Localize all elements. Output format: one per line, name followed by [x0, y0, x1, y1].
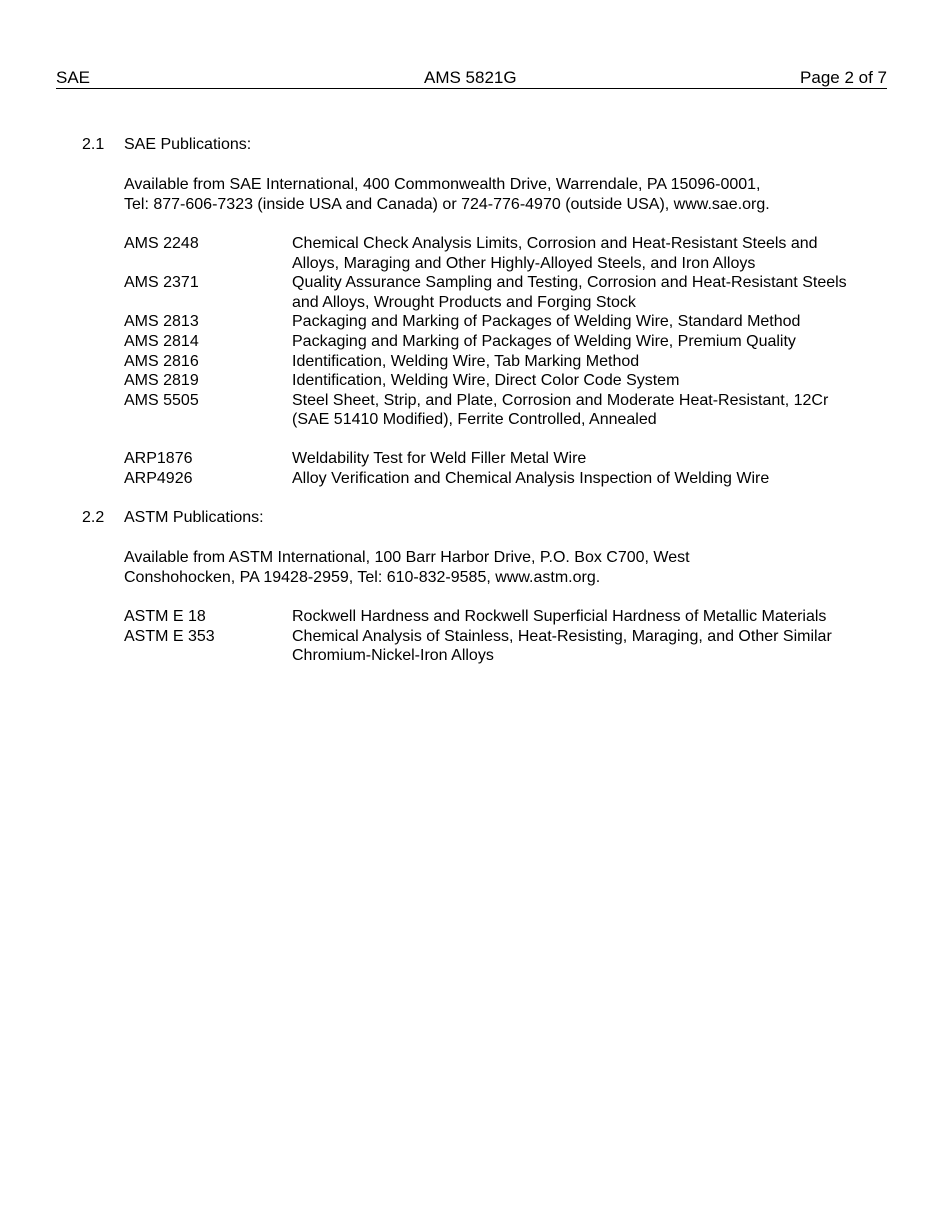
reference-title: Steel Sheet, Strip, and Plate, Corrosion and Moderate Heat-Resistant, 12Cr (SAE 51410 Modified), Ferrite Controlled, Annealed — [292, 391, 829, 429]
section-title: ASTM Publications: — [124, 509, 264, 526]
reference-row — [124, 371, 864, 391]
reference-code: ASTM E 18 — [124, 608, 206, 625]
reference-row — [124, 449, 864, 469]
reference-list — [124, 607, 864, 666]
reference-code: AMS 2371 — [124, 274, 199, 292]
reference-title: Rockwell Hardness and Rockwell Superficial Hardness of Metallic Materials — [292, 608, 827, 625]
reference-code: ARP4926 — [124, 469, 193, 487]
reference-title: Weldability Test for Weld Filler Metal Wire — [292, 450, 587, 467]
reference-row — [124, 273, 864, 312]
reference-code: AMS 5505 — [124, 391, 199, 409]
reference-row — [124, 469, 864, 489]
reference-title: Packaging and Marking of Packages of Welding Wire, Standard Method — [292, 313, 801, 331]
availability-paragraph: Available from ASTM International, 100 Barr Harbor Drive, P.O. Box C700, West Conshohocken, PA 19428-2959, Tel: 610-832-9585, www.astm.org. — [124, 549, 690, 586]
reference-title: Quality Assurance Sampling and Testing, Corrosion and Heat-Resistant Steels and Alloys, Wrought Products and Forging Stock — [292, 274, 847, 311]
reference-row — [124, 607, 864, 627]
reference-row — [124, 312, 864, 332]
reference-title: Identification, Welding Wire, Tab Marking Method — [292, 352, 640, 370]
reference-title: Identification, Welding Wire, Direct Color Code System — [292, 372, 680, 390]
reference-row — [124, 627, 864, 666]
reference-row — [124, 352, 864, 372]
reference-row — [124, 391, 864, 430]
section-title: SAE Publications: — [124, 136, 252, 153]
availability-paragraph: Available from SAE International, 400 Commonwealth Drive, Warrendale, PA 15096-0001, Tel: 877-606-7323 (inside USA and Canada) or 724-776-4970 (outside USA), www.sae.org. — [124, 176, 770, 213]
reference-code: AMS 2819 — [124, 372, 199, 390]
reference-title: Packaging and Marking of Packages of Welding Wire, Premium Quality — [292, 332, 796, 350]
reference-code: AMS 2813 — [124, 313, 199, 331]
reference-code: AMS 2816 — [124, 352, 199, 370]
page-header — [56, 68, 887, 89]
reference-code: ASTM E 353 — [124, 627, 215, 645]
reference-title: Chemical Check Analysis Limits, Corrosion and Heat-Resistant Steels and Alloys, Maraging and Other Highly-Alloyed Steels, and Iron Alloys — [292, 235, 818, 272]
header-organization: SAE — [56, 68, 91, 87]
reference-row — [124, 234, 864, 273]
reference-title: Alloy Verification and Chemical Analysis Inspection of Welding Wire — [292, 469, 770, 487]
reference-list — [124, 234, 864, 430]
reference-code: AMS 2248 — [124, 235, 199, 252]
reference-code: ARP1876 — [124, 450, 193, 467]
reference-title: Chemical Analysis of Stainless, Heat-Resisting, Maraging, and Other Similar Chromium-Nickel-Iron Alloys — [292, 627, 832, 665]
reference-code: AMS 2814 — [124, 332, 199, 350]
header-page-number: Page 2 of 7 — [800, 68, 887, 87]
section-number: 2.2 — [82, 509, 105, 526]
header-document-id: AMS 5821G — [424, 68, 517, 87]
arp-reference-list — [124, 449, 864, 488]
section-number: 2.1 — [82, 136, 105, 153]
reference-row — [124, 332, 864, 352]
